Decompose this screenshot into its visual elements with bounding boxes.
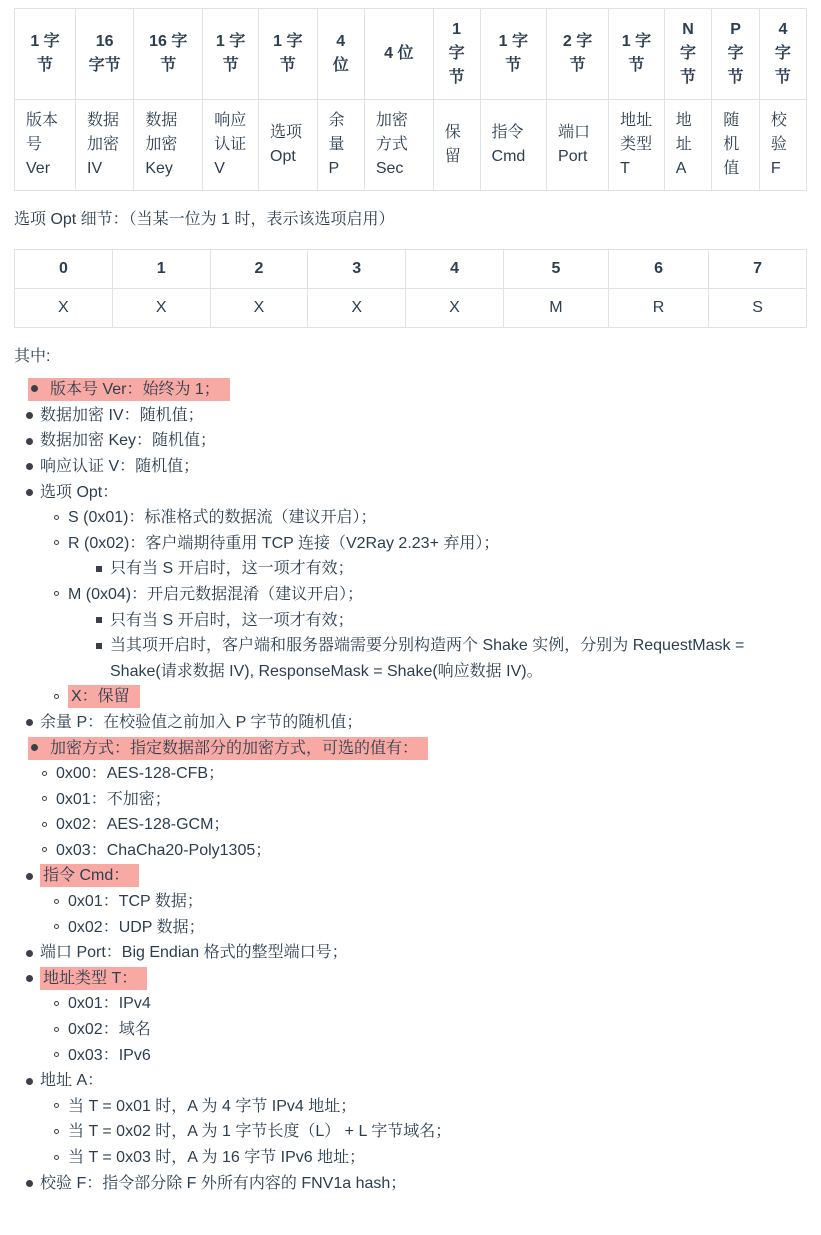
packet-field-row [15, 100, 807, 191]
bullet-circle-icon [42, 822, 47, 827]
list-item-text: 0x03：ChaCha20-Poly1305； [56, 841, 272, 859]
packet-field-cell: 选项 Opt [259, 100, 318, 191]
bullet-square-icon [96, 617, 102, 623]
bullet-disc-icon [26, 412, 33, 419]
packet-field-cell: 数据加密 IV [76, 100, 134, 191]
list-item [68, 1145, 807, 1171]
list-item-text: 0x01：TCP 数据； [68, 893, 203, 911]
packet-size-cell: N 字节 [664, 9, 712, 100]
packet-field-cell: 校验 F [759, 100, 806, 191]
list-item-text: 数据加密 Key：随机值； [40, 432, 217, 450]
list-item-text: 当 T = 0x02 时，A 为 1 字节长度（L） + L 字节域名； [68, 1123, 452, 1141]
list-item [40, 1171, 807, 1197]
packet-field-cell: 指令 Cmd [480, 100, 547, 191]
list-item-text: 版本号 Ver：始终为 1； [50, 381, 220, 399]
list-item-text: S (0x01)：标准格式的数据流（建议开启）； [68, 509, 377, 527]
list-item [40, 710, 807, 736]
details-list-level-2 [28, 761, 807, 863]
bullet-disc-icon [26, 719, 33, 726]
bullet-circle-icon [54, 899, 59, 904]
list-item [110, 633, 807, 684]
packet-field-cell: 地址 A [664, 100, 712, 191]
opt-bit-header: 7 [709, 249, 807, 288]
details-list-level-3 [68, 608, 807, 685]
bullet-disc-icon [26, 950, 33, 957]
details-heading: 其中: [14, 347, 51, 365]
bullet-disc-icon [31, 385, 38, 392]
opt-bit-header: 2 [210, 249, 308, 288]
list-item-text: 当 T = 0x03 时，A 为 16 字节 IPv6 地址； [68, 1149, 366, 1166]
list-item [68, 889, 807, 915]
bullet-circle-icon [54, 694, 59, 699]
list-item-text: 余量 P：在校验值之前加入 P 字节的随机值； [40, 713, 363, 731]
list-item-text: 0x01：不加密； [56, 790, 171, 808]
bullet-disc-icon [26, 438, 33, 445]
bullet-disc-icon [26, 489, 33, 496]
list-item [28, 736, 807, 864]
list-item-text: 端口 Port：Big Endian 格式的整型端口号； [40, 944, 348, 962]
bullet-circle-icon [54, 1155, 59, 1160]
bullet-circle-icon [54, 540, 59, 545]
opt-bit-value: X [308, 288, 406, 327]
list-item [68, 1043, 807, 1069]
bullet-circle-icon [54, 1103, 59, 1108]
packet-field-cell: 版本号 Ver [15, 100, 76, 191]
packet-field-cell: 数据加密 Key [134, 100, 203, 191]
list-item-text: 数据加密 IV：随机值； [40, 406, 204, 424]
list-item [56, 761, 807, 787]
packet-size-cell: 16 字节 [76, 9, 134, 100]
packet-field-cell: 响应认证 V [203, 100, 259, 191]
details-list-level-2 [40, 505, 807, 710]
opt-bit-value: M [503, 288, 608, 327]
packet-size-cell: 1 字节 [433, 9, 480, 100]
list-item [40, 454, 807, 480]
opt-bit-header: 0 [15, 249, 113, 288]
bullet-disc-icon [26, 975, 33, 982]
list-item [68, 1017, 807, 1043]
list-item-text: 0x00：AES-128-CFB； [56, 765, 225, 783]
highlight-mark: X：保留 [68, 685, 140, 708]
packet-size-cell: 4 字节 [759, 9, 806, 100]
packet-size-cell: 4 位 [317, 9, 364, 100]
list-item [56, 812, 807, 838]
list-item-text: 响应认证 V：随机值； [40, 457, 200, 475]
packet-size-cell: 1 字节 [15, 9, 76, 100]
details-section [14, 377, 807, 1196]
opt-bit-header: 5 [503, 249, 608, 288]
packet-structure-table-head [15, 9, 807, 100]
list-item [110, 556, 807, 582]
list-item [110, 608, 807, 634]
packet-field-cell: 余量 P [317, 100, 364, 191]
bullet-square-icon [96, 566, 102, 572]
bullet-circle-icon [42, 796, 47, 801]
packet-size-row [15, 9, 807, 100]
bullet-circle-icon [54, 1052, 59, 1057]
bullet-disc-icon [26, 463, 33, 470]
bullet-disc-icon [31, 744, 38, 751]
list-item [68, 582, 807, 684]
list-item-text: M (0x04)：开启元数据混淆（建议开启）； [68, 585, 364, 603]
highlight-mark: 指令 Cmd： [40, 864, 139, 887]
packet-size-cell: 1 字节 [203, 9, 259, 100]
list-item-text: R (0x02)：客户端期待重用 TCP 连接（V2Ray 2.23+ 弃用）； [68, 534, 500, 552]
list-item-text: 地址 A： [40, 1072, 104, 1090]
bullet-circle-icon [54, 1129, 59, 1134]
list-item-text: 校验 F：指令部分除 F 外所有内容的 FNV1a hash； [40, 1174, 407, 1192]
list-item [40, 403, 807, 429]
list-item [40, 428, 807, 454]
details-list-level-2 [40, 1094, 807, 1171]
highlight-mark [28, 378, 230, 401]
opt-bits-table [14, 249, 807, 328]
packet-size-cell: P 字节 [712, 9, 760, 100]
opt-bit-value: X [112, 288, 210, 327]
list-item-text: 选项 Opt： [40, 483, 119, 501]
details-list-level-2 [40, 889, 807, 940]
bullet-circle-icon [54, 515, 59, 520]
highlight-mark [28, 737, 428, 760]
highlight-mark: 地址类型 T： [40, 967, 147, 990]
packet-size-cell: 1 字节 [259, 9, 318, 100]
list-item [40, 940, 807, 966]
bullet-square-icon [96, 643, 102, 649]
opt-bit-index-row [15, 249, 807, 288]
list-item [68, 991, 807, 1017]
list-item [40, 863, 807, 940]
list-item-text: 0x02：域名 [68, 1021, 151, 1039]
opt-bit-value: S [709, 288, 807, 327]
list-item [68, 915, 807, 941]
list-item [68, 684, 807, 710]
list-item [56, 838, 807, 864]
list-item [68, 1119, 807, 1145]
list-item [28, 377, 807, 403]
details-list-level-1 [14, 377, 807, 1196]
list-item-text: 0x03：IPv6 [68, 1046, 151, 1064]
bullet-disc-icon [26, 1078, 33, 1085]
list-item [68, 505, 807, 531]
packet-field-cell: 随机值 [712, 100, 760, 191]
list-item [40, 480, 807, 710]
list-item-text: 0x02：AES-128-GCM； [56, 816, 230, 834]
packet-field-cell: 地址类型 T [609, 100, 665, 191]
packet-field-cell: 保留 [433, 100, 480, 191]
list-item [68, 531, 807, 582]
opt-bit-value: X [406, 288, 504, 327]
opt-bit-flag-row [15, 288, 807, 327]
bullet-circle-icon [54, 1001, 59, 1006]
packet-size-cell: 16 字节 [134, 9, 203, 100]
list-item [56, 787, 807, 813]
packet-structure-table [14, 8, 807, 191]
bullet-circle-icon [54, 924, 59, 929]
opt-detail-label: 选项 Opt 细节：（当某一位为 1 时，表示该选项启用） [14, 211, 395, 228]
list-item-text: 加密方式：指定数据部分的加密方式，可选的值有： [50, 739, 419, 757]
bullet-disc-icon [26, 1180, 33, 1187]
list-item [40, 1068, 807, 1170]
list-item-text: 只有当 S 开启时，这一项才有效； [110, 560, 354, 578]
opt-bit-header: 1 [112, 249, 210, 288]
packet-size-cell: 1 字节 [480, 9, 547, 100]
opt-bit-value: X [210, 288, 308, 327]
list-item-text: 当 T = 0x01 时，A 为 4 字节 IPv4 地址； [68, 1097, 357, 1115]
packet-structure-table-body [15, 100, 807, 191]
bullet-circle-icon [54, 591, 59, 596]
details-list-level-3 [68, 556, 807, 582]
packet-field-cell: 端口 Port [547, 100, 609, 191]
details-list-level-2 [40, 991, 807, 1068]
bullet-circle-icon [42, 847, 47, 852]
packet-field-cell: 加密方式 Sec [364, 100, 433, 191]
opt-bit-value: X [15, 288, 113, 327]
opt-bits-table-head [15, 249, 807, 288]
opt-bit-value: R [608, 288, 708, 327]
bullet-circle-icon [54, 1027, 59, 1032]
opt-bit-header: 4 [406, 249, 504, 288]
list-item-text: 0x01：IPv4 [68, 995, 151, 1013]
bullet-circle-icon [42, 771, 47, 776]
list-item-text: 当其项开启时，客户端和服务器端需要分别构造两个 Shake 实例，分别为 RequestMask = Shake(请求数据 IV), ResponseMask = Shake(响应数据 IV)。 [110, 637, 745, 680]
packet-size-cell: 4 位 [364, 9, 433, 100]
list-item [68, 1094, 807, 1120]
opt-bit-header: 3 [308, 249, 406, 288]
list-item-text: 0x02：UDP 数据； [68, 918, 205, 936]
bullet-disc-icon [26, 873, 33, 880]
list-item [40, 966, 807, 1068]
opt-bits-table-body [15, 288, 807, 327]
list-item-text: 只有当 S 开启时，这一项才有效； [110, 611, 354, 629]
packet-size-cell: 2 字节 [547, 9, 609, 100]
packet-size-cell: 1 字节 [609, 9, 665, 100]
opt-bit-header: 6 [608, 249, 708, 288]
